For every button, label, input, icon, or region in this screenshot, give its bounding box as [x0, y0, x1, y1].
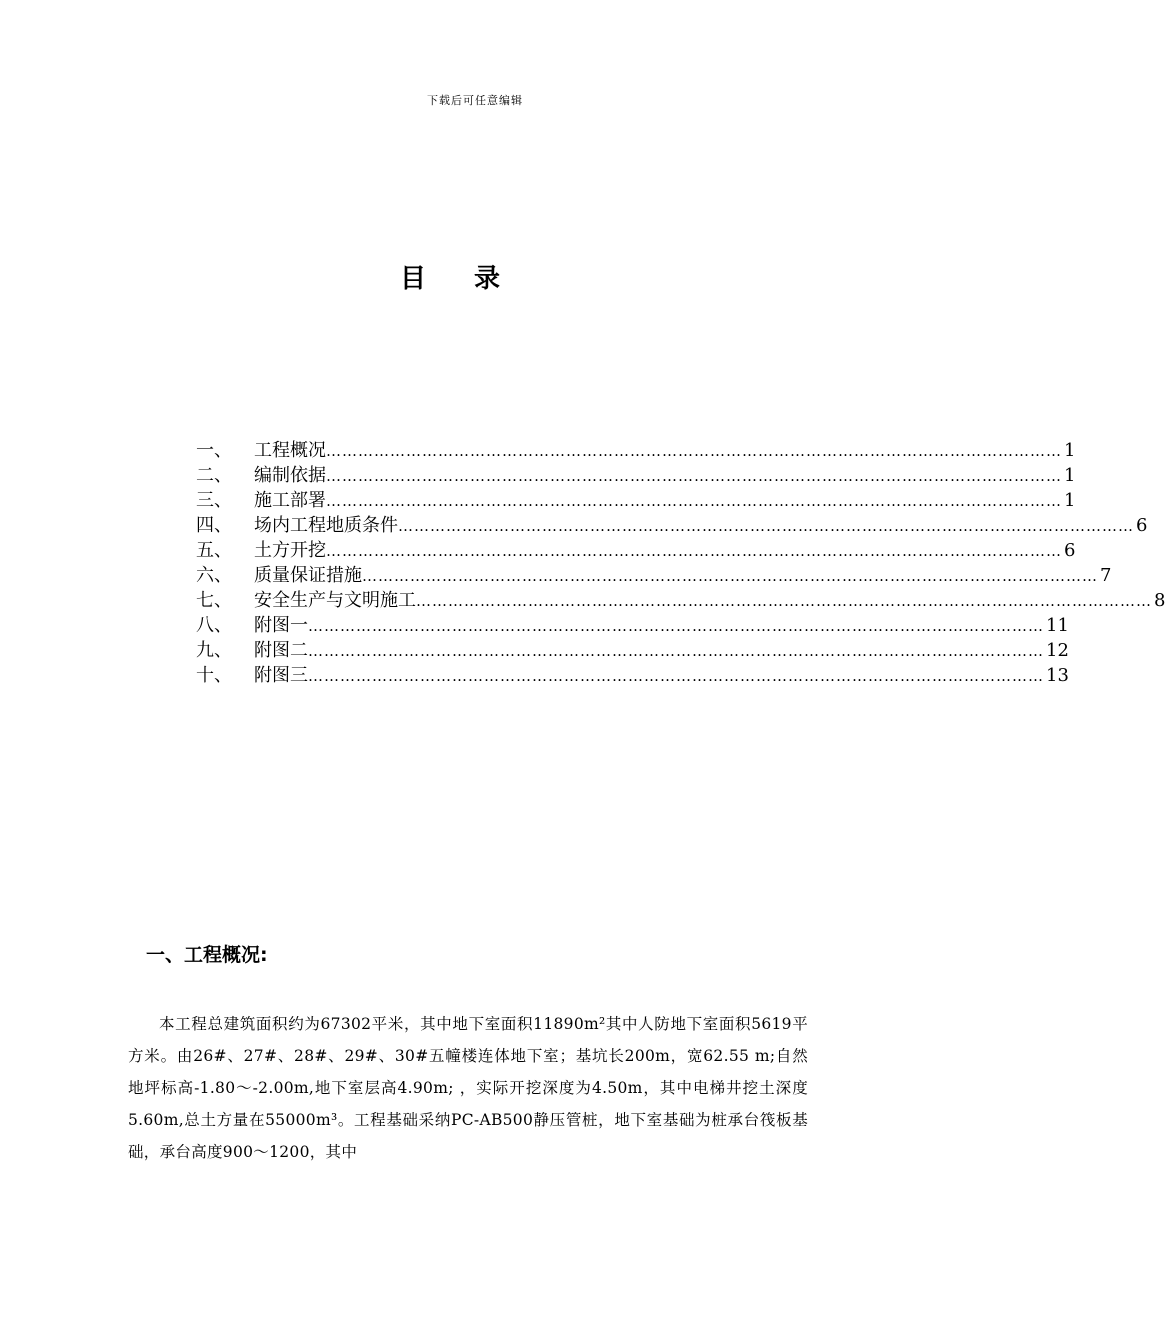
toc-item-label: 场内工程地质条件	[254, 515, 398, 536]
toc-item[interactable]	[196, 463, 1076, 488]
toc-item[interactable]	[196, 663, 1069, 688]
toc-item-label: 附图三	[254, 665, 308, 686]
toc-item-label: 附图一	[254, 615, 308, 636]
toc-item-number: 八、	[196, 615, 232, 636]
toc-item-number: 三、	[196, 490, 232, 511]
toc-item-page: 1	[1064, 465, 1076, 486]
toc-item-number: 七、	[196, 590, 232, 611]
toc-dot-leader: …………………………………………………………………………………………………………………………	[326, 492, 1062, 510]
toc-dot-leader: …………………………………………………………………………………………………………………………	[326, 467, 1062, 485]
toc-item-number: 一、	[196, 440, 232, 461]
toc-item-label: 编制依据	[254, 465, 326, 486]
toc-dot-leader: …………………………………………………………………………………………………………………………	[308, 642, 1044, 660]
toc-title-char-1: 目	[399, 264, 426, 294]
table-of-contents	[196, 438, 1165, 688]
overview-paragraph: 本工程总建筑面积约为67302平米，其中地下室面积11890m²其中人防地下室面积5619平方米。由26#、27#、28#、29#、30#五幢楼连体地下室；基坑长200m，宽62.55 m;自然地坪标高-1.80～-2.00m,地下室层高4.90m; ，实际开挖深度为4.50m，其中电梯井挖土深度5.60m,总土方量在55000m³。工程基础采纳PC-AB500静压管桩，地下室基础为桩承台筏板基础，承台高度900～1200，其中	[128, 1015, 808, 1161]
toc-item[interactable]	[196, 513, 1148, 538]
toc-dot-leader: …………………………………………………………………………………………………………………………	[308, 667, 1044, 685]
toc-item-page: 13	[1046, 665, 1069, 686]
toc-item-label: 附图二	[254, 640, 308, 661]
toc-dot-leader: …………………………………………………………………………………………………………………………	[326, 542, 1062, 560]
toc-dot-leader: …………………………………………………………………………………………………………………………	[416, 592, 1152, 610]
toc-item[interactable]	[196, 563, 1112, 588]
toc-item[interactable]	[196, 538, 1076, 563]
toc-item-label: 安全生产与文明施工	[254, 590, 416, 611]
toc-item-label: 质量保证措施	[254, 565, 362, 586]
toc-item-page: 6	[1136, 515, 1148, 536]
toc-item-label: 工程概况	[254, 440, 326, 461]
toc-item-number: 四、	[196, 515, 232, 536]
toc-item-page: 7	[1100, 565, 1112, 586]
toc-item[interactable]	[196, 488, 1076, 513]
toc-item[interactable]	[196, 438, 1076, 463]
toc-item-page: 1	[1064, 440, 1076, 461]
toc-item-page: 6	[1064, 540, 1076, 561]
page-header-note: 下载后可任意编辑	[427, 94, 523, 107]
toc-item-page: 11	[1046, 615, 1069, 636]
section-heading-overview: 一、工程概况:	[146, 944, 268, 966]
toc-title-char-2: 录	[474, 264, 501, 294]
toc-item-page: 8	[1154, 590, 1165, 611]
toc-dot-leader: …………………………………………………………………………………………………………………………	[362, 567, 1098, 585]
toc-item-number: 六、	[196, 565, 232, 586]
toc-item[interactable]	[196, 613, 1069, 638]
toc-item-number: 十、	[196, 665, 232, 686]
toc-item-number: 九、	[196, 640, 232, 661]
toc-item[interactable]	[196, 638, 1069, 663]
toc-dot-leader: …………………………………………………………………………………………………………………………	[398, 517, 1134, 535]
toc-item-label: 土方开挖	[254, 540, 326, 561]
toc-item-page: 1	[1064, 490, 1076, 511]
toc-dot-leader: …………………………………………………………………………………………………………………………	[308, 617, 1044, 635]
toc-title	[0, 258, 900, 295]
toc-item-number: 五、	[196, 540, 232, 561]
toc-item-number: 二、	[196, 465, 232, 486]
toc-item[interactable]	[196, 588, 1165, 613]
toc-dot-leader: …………………………………………………………………………………………………………………………	[326, 442, 1062, 460]
toc-item-label: 施工部署	[254, 490, 326, 511]
toc-item-page: 12	[1046, 640, 1069, 661]
